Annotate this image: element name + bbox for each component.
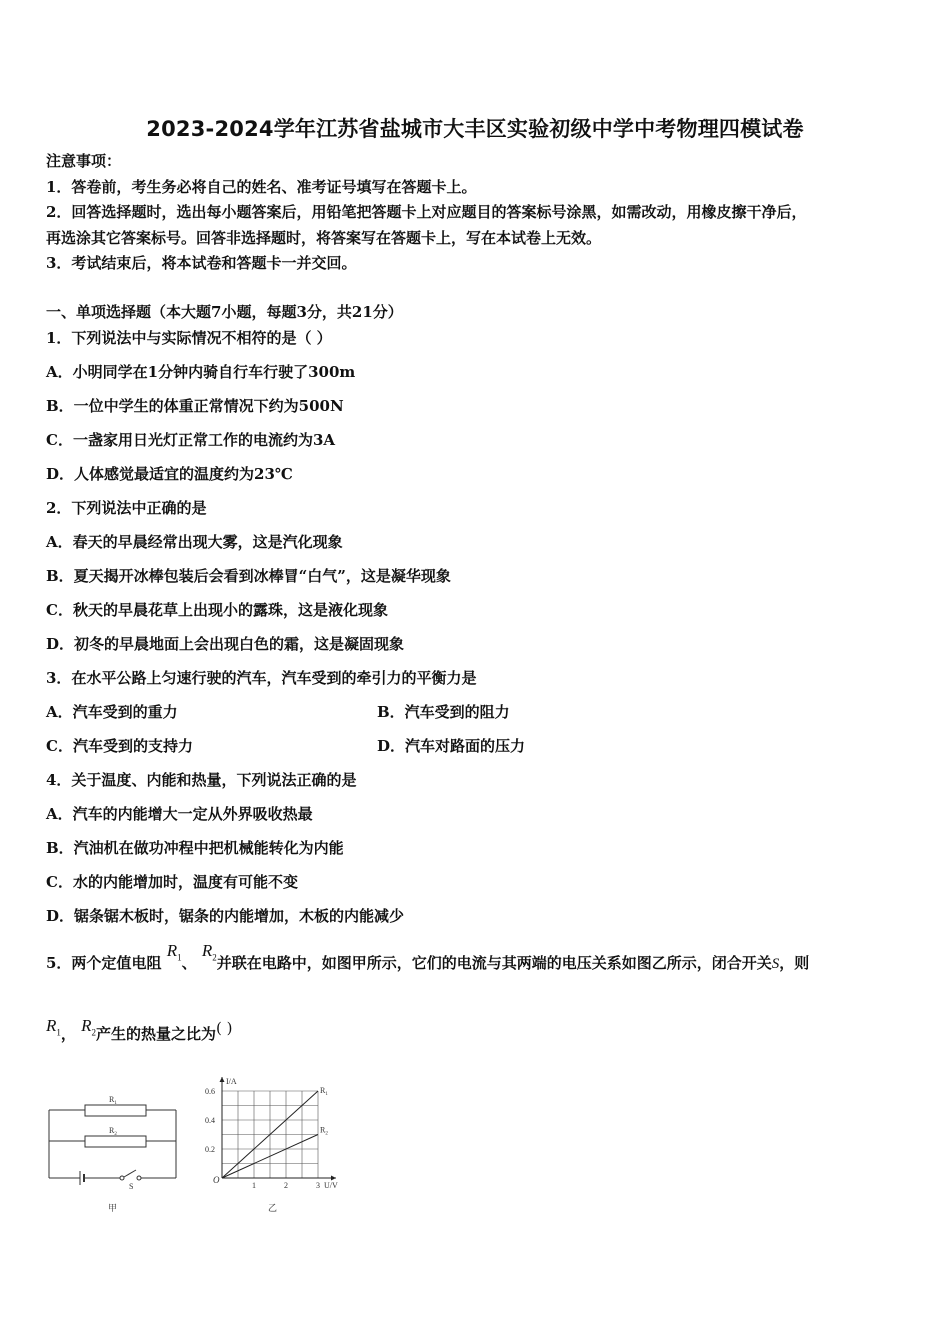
notice-item: 2．回答选择题时，选出每小题答案后，用铅笔把答题卡上对应题目的答案标号涂黑，如需改动，用橡皮擦干净后， <box>46 203 807 221</box>
option: C．汽车受到的支持力 <box>46 737 193 755</box>
switch-pivot <box>120 1176 124 1180</box>
y-tick-label: 0.6 <box>205 1087 215 1096</box>
y-tick-label: 0.4 <box>205 1116 215 1125</box>
option: B．一位中学生的体重正常情况下约为500N <box>46 397 344 415</box>
answer-paren: ( ) <box>216 1019 233 1037</box>
question-stem <box>46 941 810 974</box>
figure-caption-yi: 乙 <box>268 1203 278 1213</box>
q5-stem-d: 产生的热量之比为 <box>96 1025 217 1043</box>
r2-label: $R_2$ <box>109 1126 117 1137</box>
q5-separator: ， <box>60 1025 76 1043</box>
iu-graph <box>205 1077 338 1213</box>
option: C．一盏家用日光灯正常工作的电流约为3A <box>46 431 336 449</box>
switch-lever <box>124 1170 136 1177</box>
switch-label: S <box>129 1182 134 1191</box>
x-tick-label: 1 <box>252 1181 256 1190</box>
q5-stem-b: 并联在电路中，如图甲所示，它们的电流与其两端的电压关系如图乙所示，闭合开关 <box>216 954 772 972</box>
y-axis-arrow <box>220 1077 225 1082</box>
series-label-r2: $R_2$ <box>320 1125 328 1137</box>
option: D．锯条锯木板时，锯条的内能增加，木板的内能减少 <box>46 907 405 925</box>
question-stem: 2．下列说法中正确的是 <box>46 499 207 517</box>
option: A．春天的早晨经常出现大雾，这是汽化现象 <box>46 533 343 551</box>
option: A．小明同学在1分钟内骑自行车行驶了300m <box>46 363 356 381</box>
circuit-diagram <box>49 1105 176 1185</box>
series-label-r1: $R_1$ <box>320 1086 328 1097</box>
section-heading: 一、单项选择题（本大题7小题，每题3分，共21分） <box>46 303 403 321</box>
x-axis-label: U/V <box>324 1181 338 1190</box>
option: B．汽油机在做功冲程中把机械能转化为内能 <box>46 839 344 857</box>
r2-symbol: $R_2$ <box>81 1016 97 1038</box>
option: D．初冬的早晨地面上会出现白色的霜，这是凝固现象 <box>46 635 405 653</box>
question-stem: 1．下列说法中与实际情况不相符的是（ ） <box>46 329 332 347</box>
circuit-labels <box>108 1095 133 1213</box>
figure-caption-jia: 甲 <box>108 1203 118 1213</box>
y-tick-label: 0.2 <box>205 1145 215 1154</box>
switch-symbol: S <box>771 956 780 972</box>
origin-label: O <box>213 1175 220 1185</box>
option: D．人体感觉最适宜的温度约为23℃ <box>46 465 293 483</box>
r1-symbol: $R_1$ <box>46 1016 61 1038</box>
option: B．夏天揭开冰棒包装后会看到冰棒冒“白气”，这是凝华现象 <box>46 567 451 585</box>
option: D．汽车对路面的压力 <box>377 737 526 755</box>
option: B．汽车受到的阻力 <box>377 703 510 721</box>
question-stem: 4．关于温度、内能和热量，下列说法正确的是 <box>46 771 357 789</box>
x-axis-arrow <box>331 1176 336 1181</box>
notice-item: 3．考试结束后，将本试卷和答题卡一并交回。 <box>46 254 357 272</box>
option: A．汽车的内能增大一定从外界吸收热最 <box>46 805 313 823</box>
r2-resistor <box>85 1136 146 1147</box>
page-title: 2023-2024学年江苏省盐城市大丰区实验初级中学中考物理四模试卷 <box>146 117 804 141</box>
q5-stem-c: ，则 <box>779 954 810 972</box>
x-tick-label: 2 <box>284 1181 288 1190</box>
x-tick-label: 3 <box>316 1181 320 1190</box>
notice-item: 再选涂其它答案标号。回答非选择题时，将答案写在答题卡上，写在本试卷上无效。 <box>46 229 602 247</box>
q5-separator: 、 <box>181 954 197 972</box>
option: A．汽车受到的重力 <box>46 703 178 721</box>
question-stem: 3．在水平公路上匀速行驶的汽车，汽车受到的牵引力的平衡力是 <box>46 669 477 687</box>
notice-heading: 注意事项： <box>46 152 122 170</box>
figures <box>40 1060 370 1220</box>
r1-label: $R_1$ <box>109 1095 117 1106</box>
question-stem-continued <box>46 1016 233 1045</box>
r2-symbol: $R_2$ <box>201 941 217 963</box>
option: C．水的内能增加时，温度有可能不变 <box>46 873 298 891</box>
y-axis-label: I/A <box>226 1077 237 1086</box>
option: C．秋天的早晨花草上出现小的露珠，这是液化现象 <box>46 601 388 619</box>
r1-symbol: $R_1$ <box>166 941 182 963</box>
notice-item: 1．答卷前，考生务必将自己的姓名、准考证号填写在答题卡上。 <box>46 178 477 196</box>
r1-resistor <box>85 1105 146 1116</box>
q5-stem-a: 5．两个定值电阻 <box>46 954 162 972</box>
